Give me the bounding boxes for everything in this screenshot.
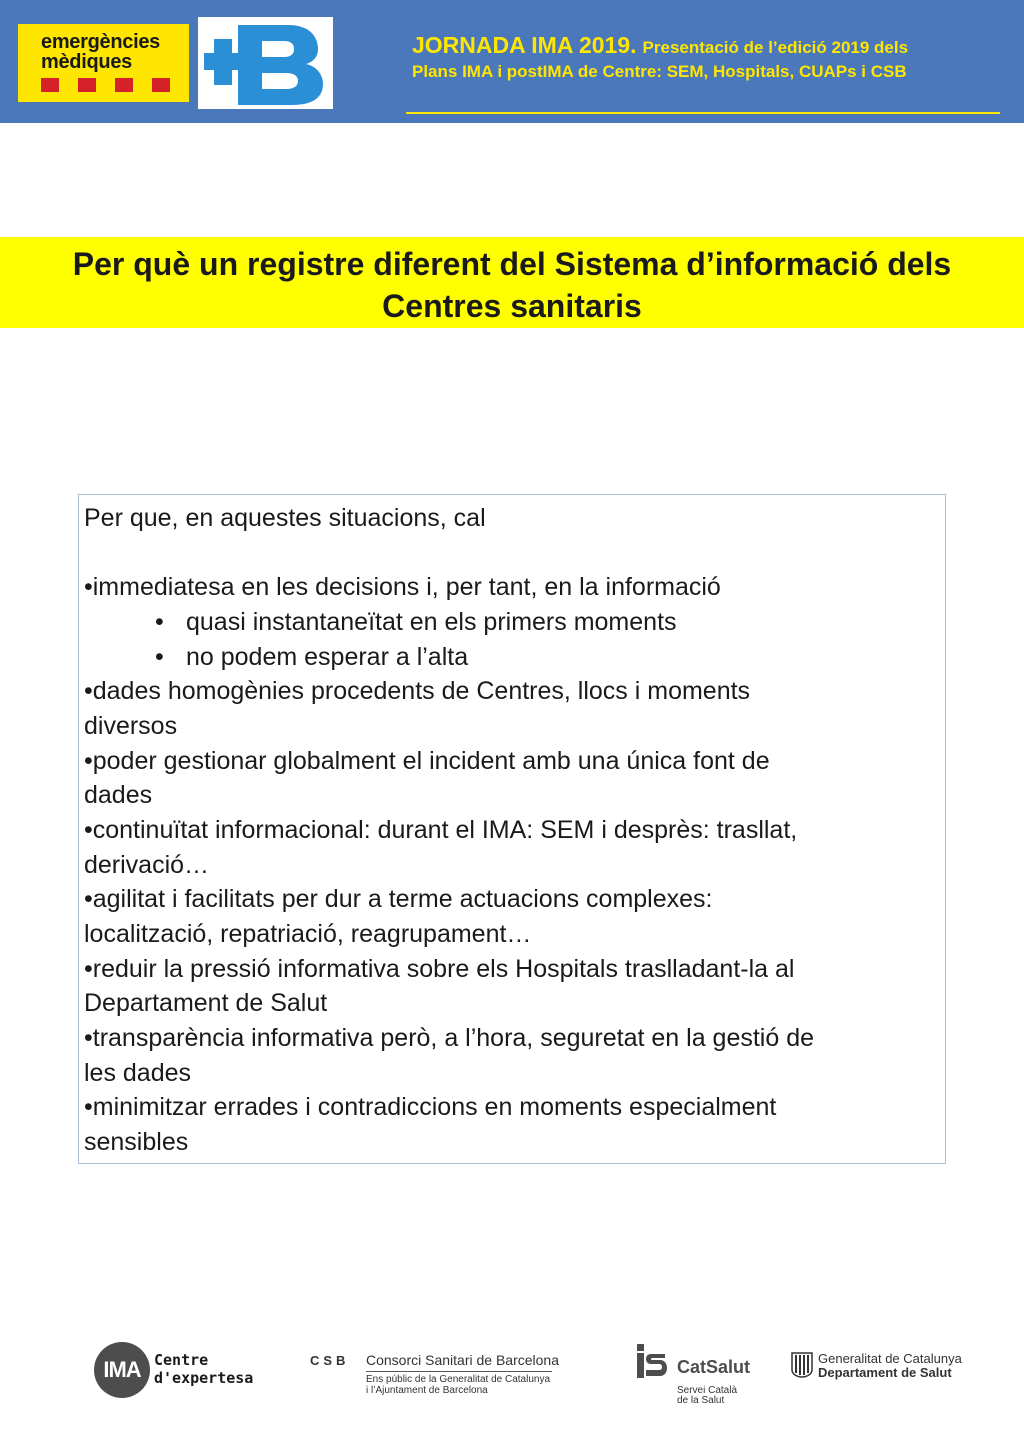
event-title <box>412 32 1012 59</box>
csb-name: Consorci Sanitari de Barcelona <box>366 1352 559 1368</box>
ima-line1: Centre <box>154 1351 209 1369</box>
barcelona-plus-b-logo <box>198 17 333 109</box>
list-item-continued: diversos <box>84 712 178 740</box>
list-item: •poder gestionar globalment el incident amb una única font de <box>84 747 770 775</box>
list-item: •reduir la pressió informativa sobre els Hospitals traslladant-la al <box>84 955 795 983</box>
list-item: •agilitat i facilitats per dur a terme actuacions complexes: <box>84 885 713 913</box>
catsalut-icon <box>637 1344 667 1378</box>
ima-line2: d'expertesa <box>154 1369 254 1387</box>
list-subitem <box>155 605 677 640</box>
event-title-rest: Presentació de l’edició 2019 dels <box>642 38 909 57</box>
generalitat-department: Departament de Salut <box>818 1365 952 1380</box>
list-item: •dades homogènies procedents de Centres, llocs i moments <box>84 677 751 705</box>
list-subitem <box>155 640 468 675</box>
logo-line1: emergències <box>41 31 160 53</box>
bullet: • <box>155 643 164 671</box>
section-title-line1: Per què un registre diferent del Sistema d’informació dels <box>72 246 952 282</box>
list-item-continued: Departament de Salut <box>84 989 328 1017</box>
section-title <box>0 243 1024 327</box>
csb-subtitle <box>366 1374 550 1396</box>
bullet: • <box>155 608 164 636</box>
generalitat-shield-icon <box>791 1352 813 1378</box>
list-subitem-text: no podem esperar a l’alta <box>186 643 469 671</box>
header-divider <box>406 112 1000 114</box>
list-item: •immediatesa en les decisions i, per tant, en la informació <box>84 573 721 601</box>
section-title-line2: Centres sanitaris <box>382 288 642 324</box>
csb-sub2: i l’Ajuntament de Barcelona <box>366 1385 488 1396</box>
content-box <box>78 494 946 1164</box>
catsalut-subtitle <box>677 1386 737 1406</box>
csb-divider <box>366 1371 552 1372</box>
event-subtitle: Plans IMA i postIMA de Centre: SEM, Hospitals, CUAPs i CSB <box>412 62 907 81</box>
list-item: •transparència informativa però, a l’hora, seguretat en la gestió de <box>84 1024 815 1052</box>
ima-mark: IMA <box>103 1357 141 1382</box>
list-item: •minimitzar errades i contradiccions en moments especialment <box>84 1093 777 1121</box>
emergencies-mediques-logo <box>18 24 189 102</box>
list-item-continued: derivació… <box>84 851 210 879</box>
header-band <box>0 0 1024 123</box>
ima-logo-icon <box>94 1342 150 1398</box>
csb-sub1: Ens públic de la Generalitat de Catalunya <box>366 1374 551 1385</box>
list-item-continued: les dades <box>84 1059 192 1087</box>
list-item: •continuïtat informacional: durant el IMA: SEM i desprès: trasllat, <box>84 816 798 844</box>
list-subitem-text: quasi instantaneïtat en els primers moments <box>186 608 677 636</box>
content-intro: Per que, en aquestes situacions, cal <box>84 504 486 532</box>
csb-mark: CSB <box>310 1353 350 1368</box>
generalitat-name: Generalitat de Catalunya <box>818 1351 962 1366</box>
catsalut-name: CatSalut <box>677 1357 751 1377</box>
event-title-main: JORNADA IMA 2019. <box>412 32 637 58</box>
list-item-continued: sensibles <box>84 1128 189 1156</box>
catsalut-sub2: de la Salut <box>677 1395 725 1406</box>
list-item-continued: localització, repatriació, reagrupament… <box>84 920 532 948</box>
ima-logo-text <box>154 1351 253 1387</box>
logo-line2: mèdiques <box>41 51 132 73</box>
catsalut-sub1: Servei Català <box>677 1385 738 1396</box>
list-item-continued: dades <box>84 781 153 809</box>
